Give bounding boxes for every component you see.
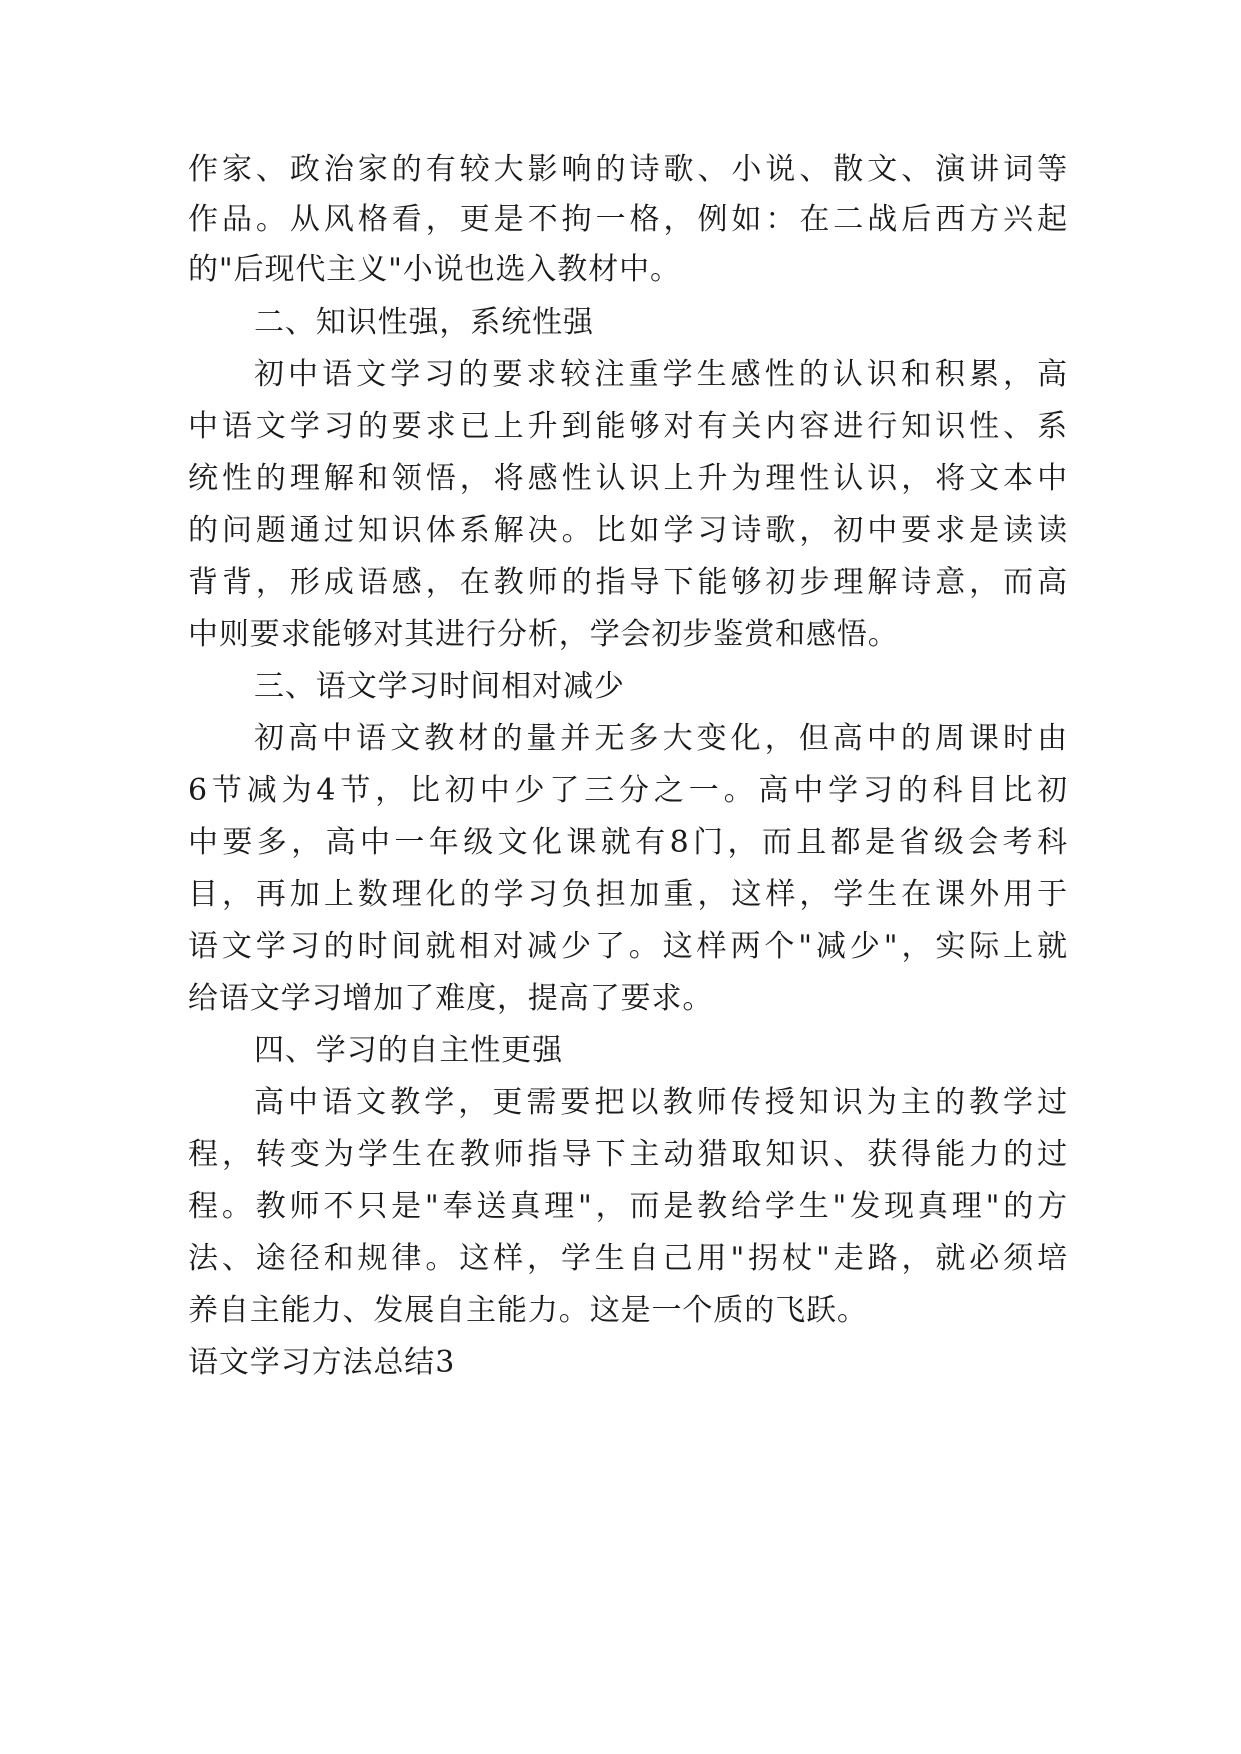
text-line: 作家、政治家的有较大影响的诗歌、小说、散文、演讲词等 [188,152,1068,187]
text-line: 养自主能力、发展自主能力。这是一个质的飞跃。 [188,1293,868,1328]
section-heading: 四、学习的自主性更强 [254,1033,563,1068]
section-heading: 三、语文学习时间相对减少 [254,669,625,704]
text-line: 的"后现代主义"小说也选入教材中。 [188,252,681,287]
text-line: 高中语文教学，更需要把以教师传授知识为主的教学过 [254,1085,1068,1120]
text-line: 的问题通过知识体系解决。比如学习诗歌，初中要求是读读 [188,513,1068,548]
text-line: 中语文学习的要求已上升到能够对有关内容进行知识性、系 [188,409,1068,444]
section-heading: 二、知识性强，系统性强 [254,305,594,340]
text-line: 给语文学习增加了难度，提高了要求。 [188,981,714,1016]
text-line: 初中语文学习的要求较注重学生感性的认识和积累，高 [254,357,1068,392]
text-line: 中则要求能够对其进行分析，学会初步鉴赏和感悟。 [188,617,899,652]
document-heading: 语文学习方法总结3 [188,1345,456,1380]
text-line: 程。教师不只是"奉送真理"，而是教给学生"发现真理"的方 [188,1189,1068,1224]
text-line: 作品。从风格看，更是不拘一格，例如：在二战后西方兴起 [188,202,1068,237]
text-line: 统性的理解和领悟，将感性认识上升为理性认识，将文本中 [188,461,1068,496]
text-line: 法、途径和规律。这样，学生自己用"拐杖"走路，就必须培 [188,1241,1068,1276]
text-line: 程，转变为学生在教师指导下主动猎取知识、获得能力的过 [188,1137,1068,1172]
text-line: 6节减为4节，比初中少了三分之一。高中学习的科目比初 [188,773,1068,808]
text-line: 语文学习的时间就相对减少了。这样两个"减少"，实际上就 [188,929,1068,964]
text-line: 中要多，高中一年级文化课就有8门，而且都是省级会考科 [188,825,1068,860]
text-line: 背背，形成语感，在教师的指导下能够初步理解诗意，而高 [188,565,1068,600]
text-line: 目，再加上数理化的学习负担加重，这样，学生在课外用于 [188,877,1068,912]
text-line: 初高中语文教材的量并无多大变化，但高中的周课时由 [254,721,1068,756]
